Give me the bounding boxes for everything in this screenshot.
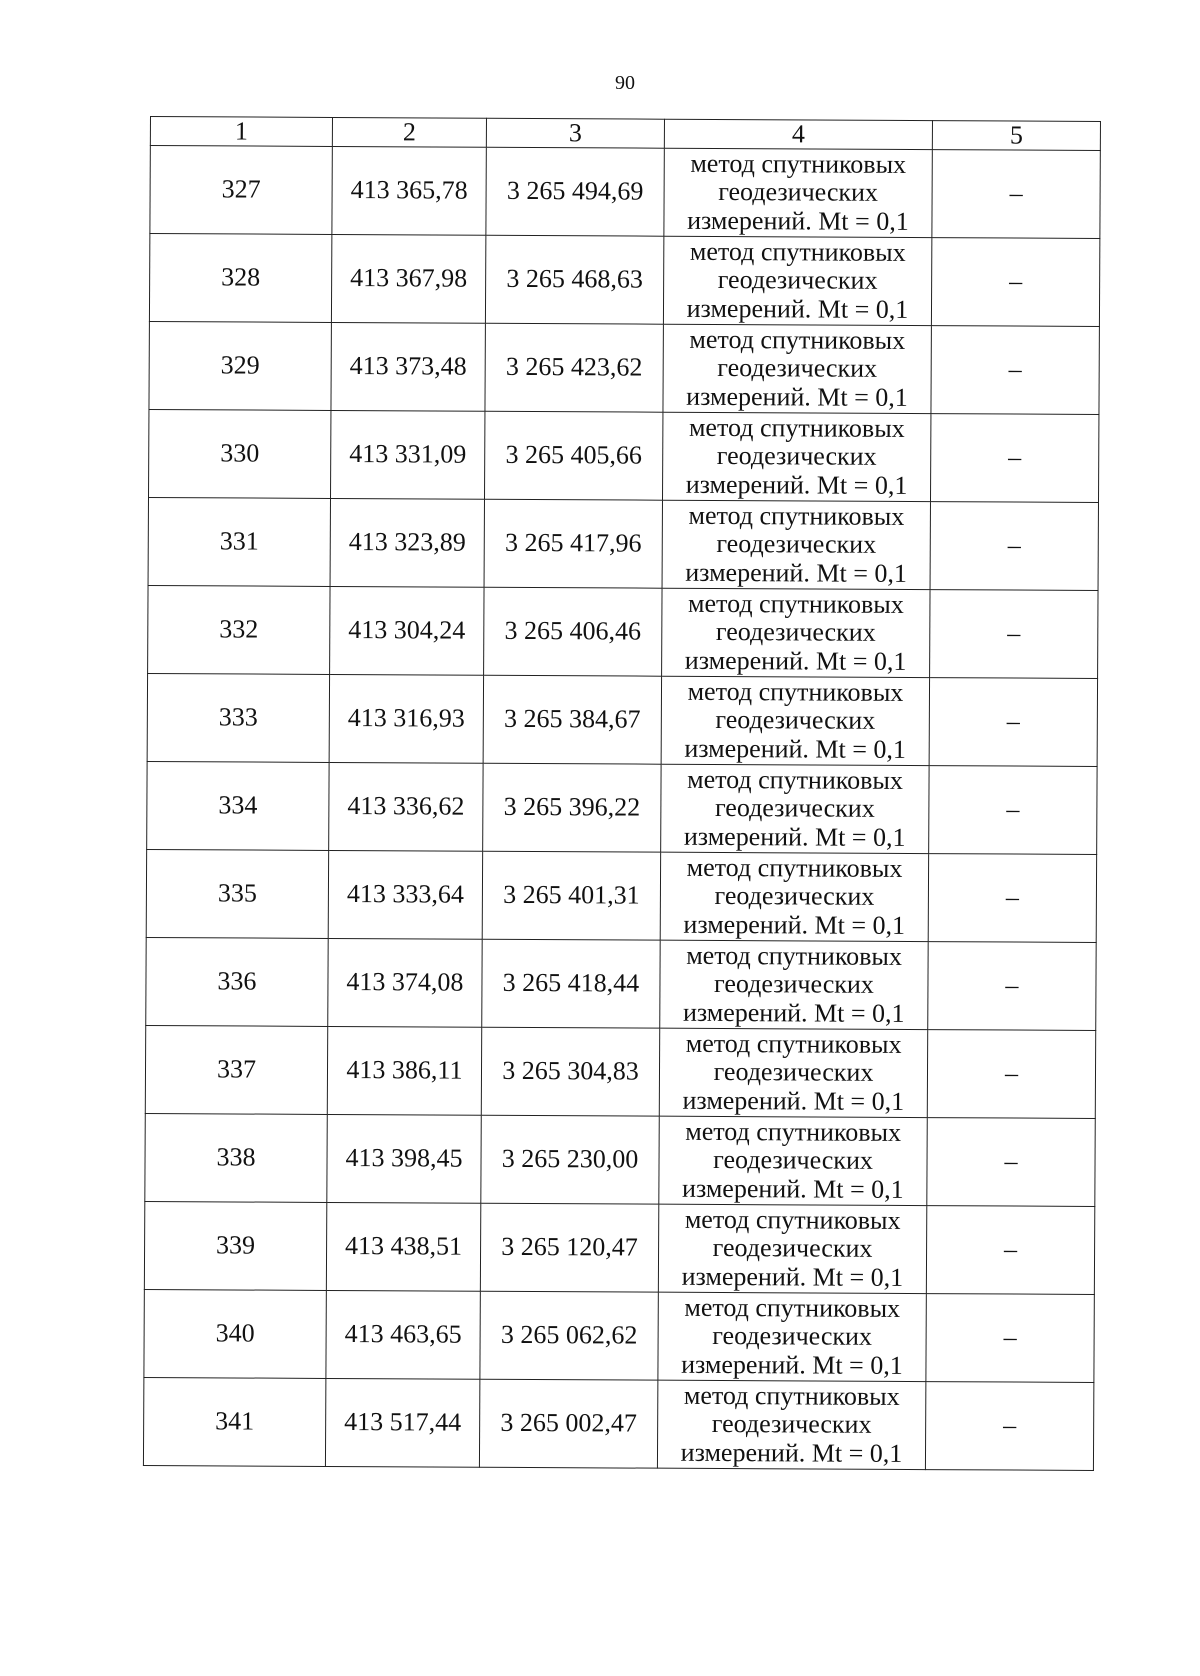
- method-line: метод спутниковых: [688, 412, 905, 443]
- note-cell: –: [927, 1030, 1095, 1119]
- method-line: измерений. Mt = 0,1: [687, 205, 909, 236]
- method-line: геодезических: [712, 1233, 873, 1264]
- method-cell: [658, 1204, 926, 1293]
- method-line: метод спутниковых: [683, 1380, 900, 1411]
- y-coordinate-cell: 3 265 230,00: [481, 1115, 659, 1204]
- note-cell: –: [930, 590, 1098, 679]
- note-cell: –: [929, 766, 1097, 855]
- table-row: [145, 1025, 1095, 1118]
- x-coordinate-cell: 413 517,44: [325, 1378, 479, 1467]
- method-cell: [661, 764, 929, 853]
- x-coordinate-cell: 413 463,65: [326, 1290, 480, 1379]
- method-line: метод спутниковых: [689, 324, 906, 355]
- method-cell: [663, 324, 931, 413]
- y-coordinate-cell: 3 265 396,22: [483, 763, 661, 852]
- y-coordinate-cell: 3 265 417,96: [484, 499, 662, 588]
- method-line: измерений. Mt = 0,1: [684, 645, 907, 676]
- note-cell: –: [928, 942, 1096, 1031]
- method-cell: [659, 1116, 927, 1205]
- method-line: измерений. Mt = 0,1: [685, 469, 908, 500]
- y-coordinate-cell: 3 265 384,67: [483, 675, 661, 764]
- x-coordinate-cell: 413 333,64: [328, 850, 482, 939]
- method-cell: [657, 1380, 925, 1469]
- x-coordinate-cell: 413 323,89: [330, 498, 484, 587]
- table-row: [144, 1289, 1094, 1382]
- note-cell: –: [931, 238, 1099, 327]
- method-line: геодезических: [712, 1321, 873, 1352]
- table-row: [149, 409, 1099, 502]
- method-line: геодезических: [715, 617, 876, 648]
- header-cell-4: 4: [664, 119, 932, 149]
- method-line: геодезических: [713, 1057, 874, 1088]
- point-number-cell: 338: [145, 1113, 327, 1202]
- method-line: измерений. Mt = 0,1: [683, 909, 906, 940]
- point-number-cell: 339: [144, 1201, 326, 1290]
- method-line: метод спутниковых: [689, 236, 906, 267]
- method-cell: [661, 676, 929, 765]
- method-line: измерений. Mt = 0,1: [684, 733, 907, 764]
- x-coordinate-cell: 413 365,78: [332, 146, 486, 235]
- method-line: измерений. Mt = 0,1: [682, 997, 905, 1028]
- y-coordinate-cell: 3 265 423,62: [485, 323, 663, 412]
- x-coordinate-cell: 413 316,93: [329, 674, 483, 763]
- method-line: метод спутниковых: [685, 1028, 902, 1059]
- note-cell: –: [931, 326, 1099, 415]
- table-body: [143, 146, 1100, 1471]
- note-cell: –: [930, 502, 1098, 591]
- method-line: измерений. Mt = 0,1: [682, 1085, 905, 1116]
- method-line: геодезических: [714, 969, 874, 1000]
- x-coordinate-cell: 413 336,62: [329, 762, 483, 851]
- method-line: геодезических: [714, 793, 875, 824]
- table-row: [150, 146, 1100, 239]
- point-number-cell: 327: [150, 146, 332, 235]
- method-cell: [662, 412, 930, 501]
- point-number-cell: 335: [146, 849, 328, 938]
- method-line: геодезических: [717, 265, 878, 296]
- method-line: метод спутниковых: [686, 852, 903, 883]
- table-row: [144, 1201, 1094, 1294]
- point-number-cell: 332: [148, 585, 330, 674]
- method-line: геодезических: [718, 177, 879, 208]
- method-line: геодезических: [714, 881, 875, 912]
- method-line: геодезических: [711, 1409, 872, 1440]
- method-line: метод спутниковых: [690, 148, 907, 179]
- y-coordinate-cell: 3 265 120,47: [480, 1203, 658, 1292]
- y-coordinate-cell: 3 265 304,83: [481, 1027, 659, 1116]
- point-number-cell: 330: [149, 409, 331, 498]
- y-coordinate-cell: 3 265 401,31: [482, 851, 660, 940]
- point-number-cell: 334: [147, 761, 329, 850]
- note-cell: –: [925, 1382, 1093, 1471]
- y-coordinate-cell: 3 265 406,46: [484, 587, 662, 676]
- method-cell: [660, 852, 928, 941]
- y-coordinate-cell: 3 265 405,66: [484, 411, 662, 500]
- note-cell: –: [927, 1118, 1095, 1207]
- x-coordinate-cell: 413 398,45: [327, 1114, 481, 1203]
- method-line: метод спутниковых: [684, 1204, 901, 1235]
- table-row: [146, 849, 1096, 942]
- method-line: метод спутниковых: [684, 1292, 901, 1323]
- point-number-cell: 337: [145, 1025, 327, 1114]
- note-cell: –: [932, 150, 1100, 239]
- x-coordinate-cell: 413 367,98: [331, 234, 485, 323]
- coordinates-table: [143, 116, 1101, 1471]
- table-row: [147, 761, 1097, 854]
- header-cell-2: 2: [332, 117, 486, 147]
- table-row: [145, 1113, 1095, 1206]
- y-coordinate-cell: 3 265 002,47: [479, 1379, 657, 1468]
- coordinates-table-container: [143, 116, 1100, 1471]
- point-number-cell: 333: [147, 673, 329, 762]
- header-cell-5: 5: [932, 121, 1100, 151]
- point-number-cell: 336: [146, 937, 328, 1026]
- method-line: измерений. Mt = 0,1: [683, 821, 906, 852]
- note-cell: –: [929, 678, 1097, 767]
- x-coordinate-cell: 413 373,48: [331, 322, 485, 411]
- header-cell-3: 3: [486, 118, 664, 148]
- method-line: измерений. Mt = 0,1: [686, 293, 909, 324]
- y-coordinate-cell: 3 265 468,63: [485, 235, 663, 324]
- table-row: [143, 1377, 1093, 1470]
- method-cell: [658, 1292, 926, 1381]
- table-row: [148, 497, 1098, 590]
- method-cell: [664, 148, 932, 237]
- method-line: измерений. Mt = 0,1: [682, 1173, 904, 1204]
- method-line: измерений. Mt = 0,1: [686, 381, 908, 412]
- method-cell: [662, 588, 930, 677]
- method-line: измерений. Mt = 0,1: [685, 557, 907, 588]
- point-number-cell: 340: [144, 1289, 326, 1378]
- point-number-cell: 331: [148, 497, 330, 586]
- point-number-cell: 341: [143, 1377, 325, 1466]
- y-coordinate-cell: 3 265 062,62: [480, 1291, 658, 1380]
- x-coordinate-cell: 413 374,08: [328, 938, 482, 1027]
- method-line: геодезических: [716, 529, 877, 560]
- x-coordinate-cell: 413 386,11: [327, 1026, 481, 1115]
- method-line: геодезических: [713, 1145, 873, 1176]
- method-line: геодезических: [717, 353, 878, 384]
- method-cell: [660, 940, 928, 1029]
- note-cell: –: [928, 854, 1096, 943]
- method-cell: [662, 500, 930, 589]
- method-line: геодезических: [715, 705, 876, 736]
- table-row: [149, 321, 1099, 414]
- method-line: метод спутниковых: [688, 500, 905, 531]
- method-cell: [663, 236, 931, 325]
- method-line: измерений. Mt = 0,1: [680, 1437, 903, 1468]
- point-number-cell: 329: [149, 321, 331, 410]
- method-line: метод спутниковых: [686, 940, 903, 971]
- note-cell: –: [930, 414, 1098, 503]
- point-number-cell: 328: [149, 234, 331, 323]
- method-line: метод спутниковых: [688, 588, 904, 619]
- y-coordinate-cell: 3 265 494,69: [486, 147, 664, 236]
- y-coordinate-cell: 3 265 418,44: [482, 939, 660, 1028]
- method-line: метод спутниковых: [687, 764, 903, 795]
- method-line: измерений. Mt = 0,1: [681, 1261, 904, 1292]
- method-line: метод спутниковых: [685, 1116, 902, 1147]
- method-cell: [659, 1028, 927, 1117]
- page-number: 90: [615, 72, 635, 94]
- table-row: [146, 937, 1096, 1030]
- method-line: геодезических: [716, 441, 877, 472]
- x-coordinate-cell: 413 438,51: [326, 1202, 480, 1291]
- x-coordinate-cell: 413 331,09: [330, 410, 484, 499]
- table-row: [149, 234, 1099, 327]
- note-cell: –: [926, 1206, 1094, 1295]
- table-row: [148, 585, 1098, 678]
- method-line: измерений. Mt = 0,1: [681, 1349, 903, 1380]
- method-line: метод спутниковых: [687, 676, 904, 707]
- table-row: [147, 673, 1097, 766]
- note-cell: –: [926, 1294, 1094, 1383]
- x-coordinate-cell: 413 304,24: [330, 586, 484, 675]
- header-cell-1: 1: [150, 117, 332, 147]
